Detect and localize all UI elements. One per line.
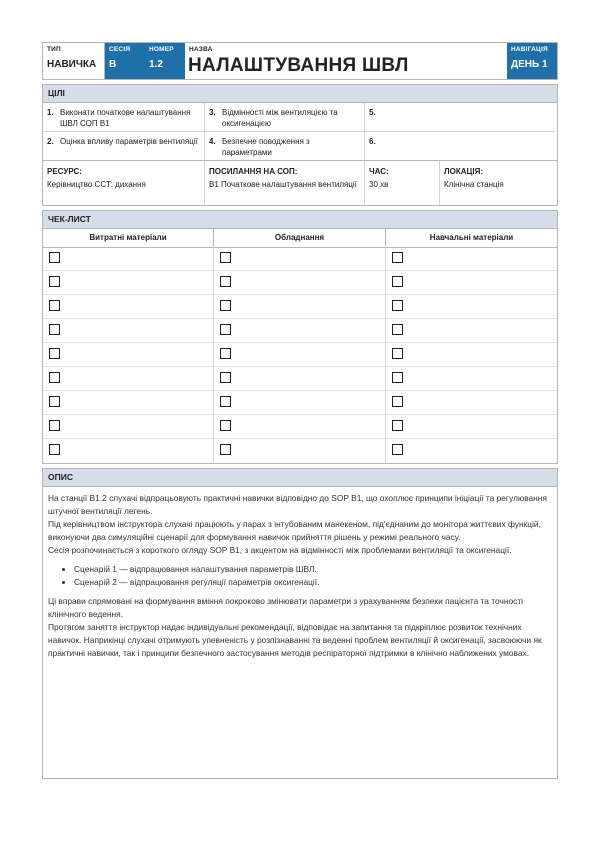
location-value: Клінічна станція [444,180,504,189]
name-cell [185,43,507,79]
checklist-row [43,319,557,343]
checklist-cell [214,391,386,415]
resource-value: Керівництво ССТ: дихання [47,180,146,189]
goal-num: 5. [369,108,376,117]
scenario-list [48,563,552,589]
checkbox[interactable] [220,348,231,359]
time-cell [365,161,440,205]
checkbox[interactable] [392,276,403,287]
number-value: 1.2 [149,59,163,70]
checklist-row [43,367,557,391]
goals-section [42,84,558,206]
checkbox[interactable] [392,324,403,335]
checklist-cell [386,391,557,415]
goal-text: Оцінка впливу параметрів вентиляції [60,137,198,146]
checklist-row [43,343,557,367]
checklist-cell [214,319,386,343]
checklist-cell [43,319,214,343]
resource-label: РЕСУРС: [47,167,82,176]
checkbox[interactable] [220,324,231,335]
checklist-cell [43,391,214,415]
type-cell [43,43,105,79]
type-label: ТИП [47,46,61,53]
goals-grid [43,103,557,160]
checklist-cell [43,271,214,295]
checklist-cell [214,247,386,271]
description-paragraph: Протягом заняття інструктор надає індивідуальні рекомендації, відповідає на запитання та підкріплює розвиток технічних навичок. Наприкінці слухачі отримують упевненість у розпізнаванні та веденні проблем вентиляції й оксигенації, засвоюючи як практичні навички, так і принципи безпечного застосування методів респіраторної підтримки в клінічно наближених умовах. [48,622,542,658]
goal-num: 4. [209,137,216,146]
checkbox[interactable] [220,300,231,311]
description-title: ОПИС [43,469,557,487]
goal-item [365,103,555,132]
description-paragraph: Ці вправи спрямовані на формування вміння покроково змінювати параметри з урахуванням безпеки пацієнта та точності клінічного ведення. [48,596,524,619]
checklist-cell [386,367,557,391]
checkbox[interactable] [49,396,60,407]
checklist-cell [214,271,386,295]
checklist-section [42,210,558,464]
checkbox[interactable] [392,396,403,407]
checklist-cell [386,319,557,343]
checklist-cell [214,439,386,463]
checklist-row [43,271,557,295]
session-value: B [109,59,117,70]
checkbox[interactable] [49,324,60,335]
scenario-item: • Сценарій 2 — відпрацювання регуляції параметрів оксигенації. [74,576,552,589]
goal-text: Виконати початкове налаштування ШВЛ СОП B1 [60,108,191,128]
checkbox[interactable] [392,372,403,383]
location-label: ЛОКАЦІЯ: [444,167,483,176]
checklist-cell [386,415,557,439]
checklist-cell [43,367,214,391]
checkbox[interactable] [49,420,60,431]
goal-text: Безпечне поводження з параметрами [222,137,310,157]
goal-num: 3. [209,108,216,117]
description-paragraph: На станції B1.2 слухачі відпрацьовують практичні навички відповідно до SOP B1, що охоплює принципи ініціації та регулювання штучної вентиляції легень. [48,493,547,516]
checklist-cell [43,343,214,367]
checkbox[interactable] [49,348,60,359]
page-title: НАЛАШТУВАННЯ ШВЛ [188,55,409,76]
checklist-cell [43,439,214,463]
checkbox[interactable] [49,276,60,287]
header-bar [42,42,558,80]
checklist-cell [43,415,214,439]
name-label: НАЗВА [189,46,213,53]
description-section [42,468,558,779]
goal-text: Відмінності між вентиляцією та оксигенацією [222,108,338,128]
goal-item [43,103,205,132]
checkbox[interactable] [220,444,231,455]
checkbox[interactable] [220,252,231,263]
goal-item [205,103,365,132]
checklist-cell [214,415,386,439]
session-cell [105,43,145,79]
goal-item [43,132,205,160]
checklist-row [43,247,557,271]
goal-num: 2. [47,137,54,146]
number-label: НОМЕР [149,46,174,53]
checklist-cell [214,343,386,367]
checkbox[interactable] [392,444,403,455]
goal-num: 1. [47,108,54,117]
checklist-header [43,229,557,247]
session-card [42,42,558,779]
checkbox[interactable] [392,420,403,431]
sop-value: B1 Початкове налаштування вентиляції [209,180,357,189]
checkbox[interactable] [49,252,60,263]
time-label: ЧАС: [369,167,389,176]
scenario-item: • Сценарій 1 — відпрацювання налаштування параметрів ШВЛ. [74,563,552,576]
goal-item [205,132,365,160]
session-label: СЕСІЯ [109,46,131,53]
column-header-training-materials: Навчальні матеріали [386,229,557,248]
description-body [43,487,557,778]
checkbox[interactable] [220,276,231,287]
checklist-cell [386,343,557,367]
checkbox[interactable] [220,420,231,431]
checklist-row [43,415,557,439]
type-value: НАВИЧКА [47,59,97,70]
goal-item [365,132,555,160]
location-cell [440,161,553,205]
sop-label: ПОСИЛАННЯ НА СОП: [209,167,298,176]
checklist-row [43,439,557,463]
checklist-cell [386,295,557,319]
column-header-equipment: Обладнання [214,229,386,248]
number-cell [145,43,185,79]
checkbox[interactable] [49,300,60,311]
checkbox[interactable] [392,300,403,311]
checklist-title: ЧЕК-ЛИСТ [43,211,557,229]
checklist-cell [214,367,386,391]
column-header-consumables: Витратні матеріали [43,229,214,248]
goals-title: ЦІЛІ [43,85,557,103]
sop-cell [205,161,365,205]
resource-cell [43,161,205,205]
checkbox[interactable] [220,372,231,383]
checkbox[interactable] [220,396,231,407]
nav-label: НАВІГАЦІЯ [511,46,548,53]
description-paragraph: Сесія розпочинається з короткого огляду SOP B1, з акцентом на відмінності між проблемами вентиляції та оксигенації. [48,545,512,555]
checklist-cell [386,439,557,463]
checklist-cell [214,295,386,319]
nav-value[interactable]: ДЕНЬ 1 [511,59,548,70]
description-paragraph: Під керівництвом інструктора слухачі працюють у парах з інтубованим манекеном, під'єднаним до монітора життєвих функцій, виконуючи два симуляційні сценарії для формування навичок прийняття рішень у режимі реального часу. [48,519,541,542]
checkbox[interactable] [49,444,60,455]
goal-num: 6. [369,137,376,146]
checkbox[interactable] [49,372,60,383]
time-value: 30 хв [369,180,389,189]
checkbox[interactable] [392,252,403,263]
checkbox[interactable] [392,348,403,359]
checklist-cell [386,271,557,295]
checklist-row [43,295,557,319]
checklist-cell [386,247,557,271]
resources-row [43,160,557,205]
checklist-rows [43,247,557,463]
checklist-cell [43,247,214,271]
checklist-row [43,391,557,415]
checklist-cell [43,295,214,319]
nav-cell[interactable] [507,43,557,79]
